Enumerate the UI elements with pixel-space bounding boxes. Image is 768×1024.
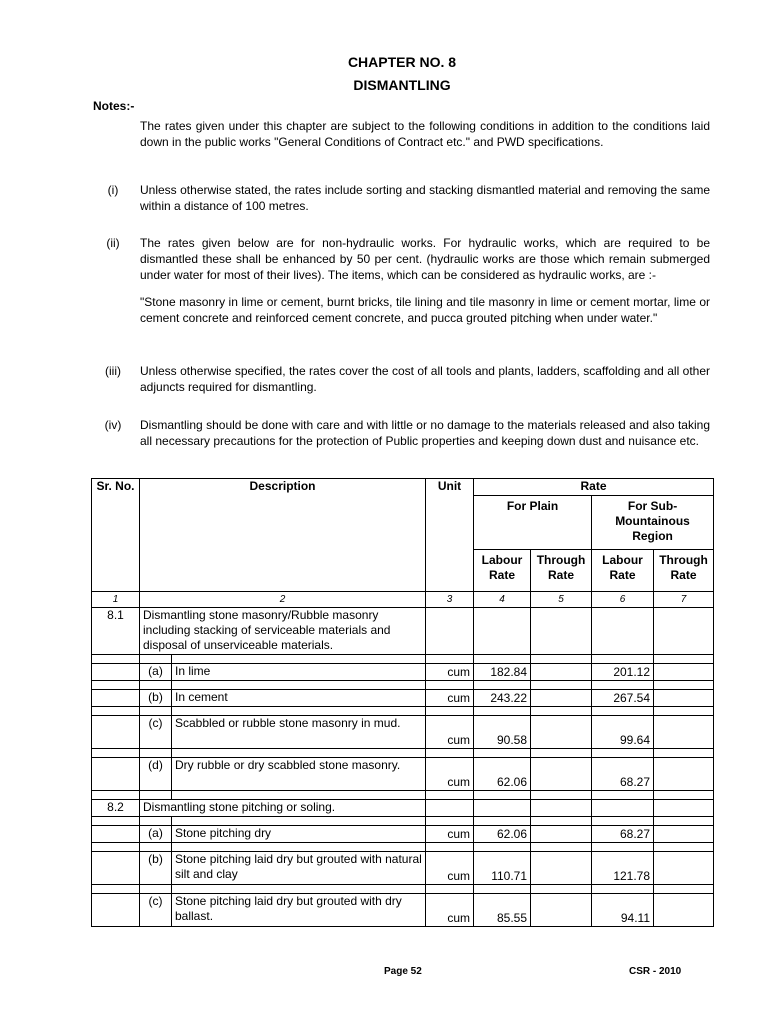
column-number: 1 (92, 592, 140, 608)
row-description: Dismantling stone masonry/Rubble masonry including stacking of serviceable materials and disposal of unserviceable materials. (140, 608, 426, 655)
row-sub-labour-rate: 121.78 (592, 852, 654, 885)
column-number: 6 (592, 592, 654, 608)
page-number: Page 52 (384, 966, 422, 977)
column-number: 4 (474, 592, 531, 608)
row-sub-labour-rate: 99.64 (592, 716, 654, 749)
row-sr-no: 8.1 (92, 608, 140, 655)
header-unit: Unit (426, 479, 474, 592)
row-sub-labour-rate: 201.12 (592, 664, 654, 681)
chapter-heading: CHAPTER NO. 8 (347, 54, 457, 70)
table-row (92, 894, 714, 927)
table-row (92, 826, 714, 843)
row-sub-item: (b) (140, 852, 172, 885)
header-labour-rate: Labour Rate (474, 550, 531, 592)
note-text: Unless otherwise stated, the rates include sorting and stacking dismantled material and removing the same within a distance of 100 metres. (140, 183, 710, 213)
column-number: 3 (426, 592, 474, 608)
header-labour-rate: Labour Rate (592, 550, 654, 592)
row-unit: cum (426, 894, 474, 927)
row-plain-through-rate (531, 852, 592, 885)
row-sub-through-rate (654, 894, 714, 927)
row-description: Dismantling stone pitching or soling. (140, 800, 426, 817)
note-number: (iii) (105, 364, 121, 378)
header-sr-no: Sr. No. (92, 479, 140, 592)
header-description: Description (140, 479, 426, 592)
row-plain-through-rate (531, 894, 592, 927)
row-sub-labour-rate: 68.27 (592, 758, 654, 791)
row-sub-item: (d) (140, 758, 172, 791)
row-plain-labour-rate: 62.06 (474, 826, 531, 843)
row-description: In cement (172, 690, 426, 707)
table-header-row (92, 479, 714, 496)
row-description: Dry rubble or dry scabbled stone masonry. (172, 758, 426, 791)
row-description: Stone pitching laid dry but grouted with natural silt and clay (172, 852, 426, 885)
row-plain-labour-rate: 62.06 (474, 758, 531, 791)
row-sub-through-rate (654, 716, 714, 749)
note-number: (i) (107, 183, 119, 197)
row-description: Stone pitching laid dry but grouted with dry ballast. (172, 894, 426, 927)
notes-label: Notes:- (93, 99, 135, 113)
row-plain-labour-rate: 90.58 (474, 716, 531, 749)
row-unit: cum (426, 758, 474, 791)
header-for-plain: For Plain (474, 496, 592, 550)
row-sub-through-rate (654, 826, 714, 843)
row-sub-through-rate (654, 852, 714, 885)
note-quote: "Stone masonry in lime or cement, burnt bricks, tile lining and tile masonry in lime or cement mortar, lime or cement concrete and reinforced cement concrete, and pucca grouted pitching when under water." (140, 295, 710, 325)
header-through-rate: Through Rate (531, 550, 592, 592)
table-row (92, 800, 714, 817)
column-number-row (92, 592, 714, 608)
row-sub-labour-rate: 68.27 (592, 826, 654, 843)
row-plain-through-rate (531, 716, 592, 749)
row-sr-no: 8.2 (92, 800, 140, 817)
row-sub-labour-rate: 94.11 (592, 894, 654, 927)
row-plain-labour-rate: 85.55 (474, 894, 531, 927)
row-plain-labour-rate: 110.71 (474, 852, 531, 885)
row-plain-labour-rate: 182.84 (474, 664, 531, 681)
header-for-sub-mountainous: For Sub-Mountainous Region (592, 496, 714, 550)
column-number: 5 (531, 592, 592, 608)
document-code: CSR - 2010 (629, 966, 682, 977)
row-sub-item: (a) (140, 826, 172, 843)
row-sub-item: (c) (140, 894, 172, 927)
note-number: (iv) (104, 418, 122, 432)
row-description: Stone pitching dry (172, 826, 426, 843)
table-row (92, 608, 714, 655)
table-row (92, 664, 714, 681)
row-unit: cum (426, 690, 474, 707)
row-sub-through-rate (654, 690, 714, 707)
row-plain-through-rate (531, 826, 592, 843)
chapter-title: DISMANTLING (353, 77, 451, 93)
rates-table (91, 478, 714, 927)
column-number: 7 (654, 592, 714, 608)
row-plain-labour-rate: 243.22 (474, 690, 531, 707)
row-sub-through-rate (654, 664, 714, 681)
row-sub-item: (b) (140, 690, 172, 707)
row-plain-through-rate (531, 690, 592, 707)
column-number: 2 (140, 592, 426, 608)
row-sub-item: (c) (140, 716, 172, 749)
row-sub-labour-rate: 267.54 (592, 690, 654, 707)
row-unit: cum (426, 716, 474, 749)
row-description: Scabbled or rubble stone masonry in mud. (172, 716, 426, 749)
table-row (92, 716, 714, 749)
row-unit: cum (426, 664, 474, 681)
note-text: Unless otherwise specified, the rates cover the cost of all tools and plants, ladders, scaffolding and all other adjuncts required for dismantling. (140, 364, 710, 394)
notes-intro: The rates given under this chapter are subject to the following conditions in addition to the conditions laid down in the public works "General Conditions of Contract etc." and PWD specifications. (140, 119, 710, 149)
table-row (92, 690, 714, 707)
table-row (92, 852, 714, 885)
row-description: In lime (172, 664, 426, 681)
note-text: Dismantling should be done with care and with little or no damage to the materials released and also taking all necessary precautions for the protection of Public properties and keeping down dust and nuisance etc. (140, 418, 710, 448)
table-row (92, 758, 714, 791)
row-unit: cum (426, 852, 474, 885)
row-plain-through-rate (531, 758, 592, 791)
header-through-rate: Through Rate (654, 550, 714, 592)
note-number: (ii) (106, 236, 120, 250)
row-sub-item: (a) (140, 664, 172, 681)
header-rate: Rate (474, 479, 714, 496)
note-text: The rates given below are for non-hydraulic works. For hydraulic works, which are required to be dismantled these shall be enhanced by 50 per cent. (hydraulic works are those which remain submerged under water for most of their lives). The items, which can be considered as hydraulic works, are :- (140, 236, 710, 282)
row-unit: cum (426, 826, 474, 843)
row-sub-through-rate (654, 758, 714, 791)
row-plain-through-rate (531, 664, 592, 681)
